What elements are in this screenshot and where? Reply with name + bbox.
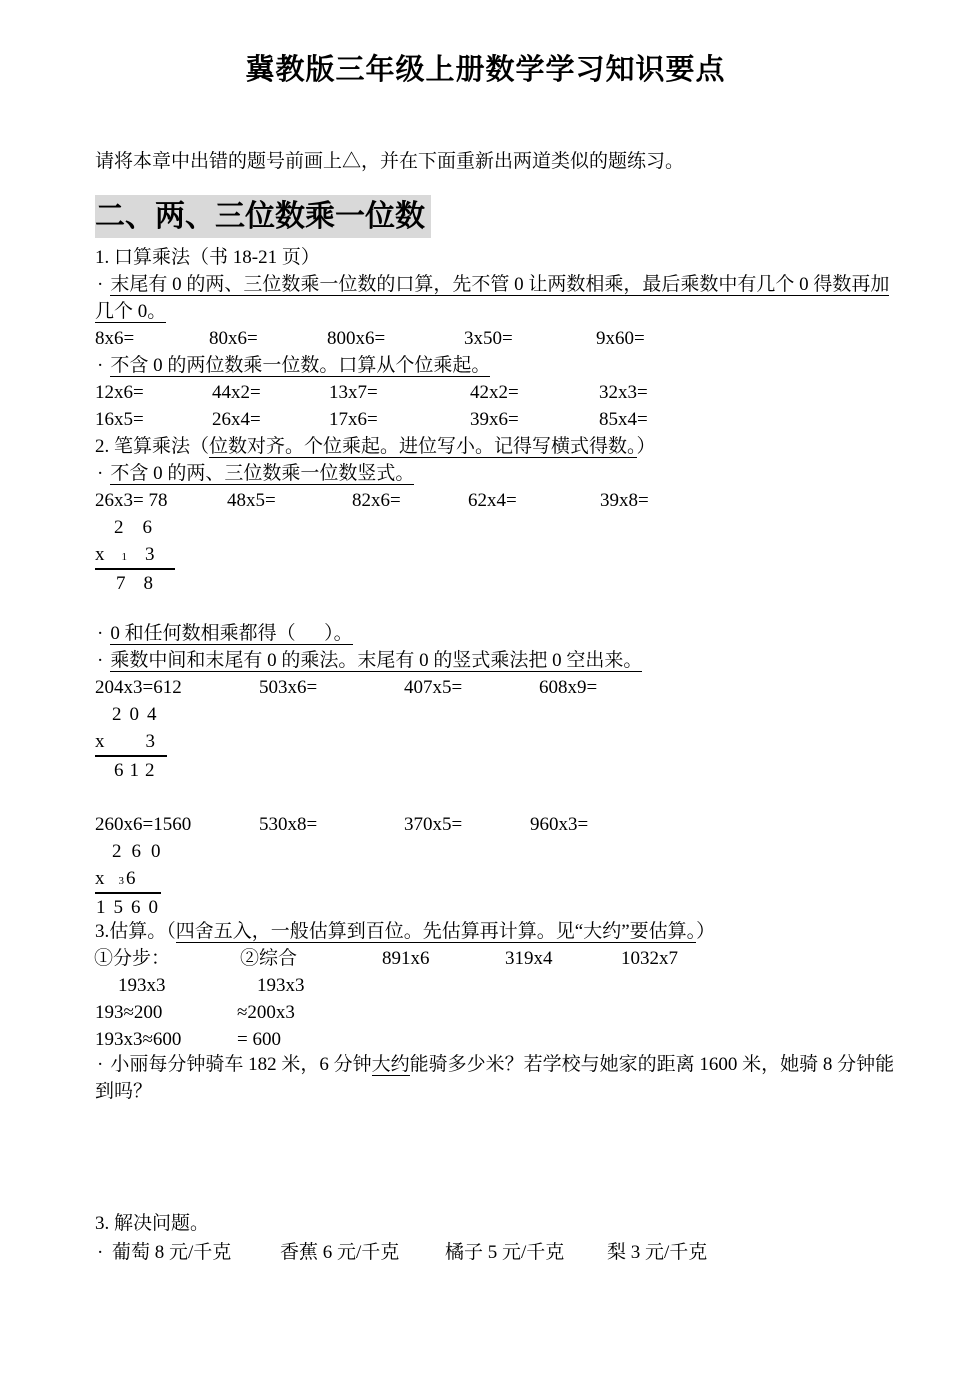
equation-cell: ②综合 bbox=[240, 948, 298, 969]
written-heading: 2. 笔算乘法（位数对齐。个位乘起。进位写小。记得写横式得数。） bbox=[95, 436, 656, 457]
equation-cell: 26x3= 78 bbox=[95, 490, 168, 511]
equation-cell: 193x3 bbox=[257, 975, 305, 996]
equation-row bbox=[0, 379, 971, 406]
equation-cell: 608x9= bbox=[539, 677, 598, 698]
intro-text: 请将本章中出错的题号前画上△，并在下面重新出两道类似的题练习。 bbox=[95, 151, 685, 172]
price-cell: 葡萄 8 元/千克 bbox=[112, 1242, 232, 1263]
bullet-icon: · bbox=[97, 355, 104, 376]
equation-cell: 193x3≈600 bbox=[95, 1029, 182, 1050]
equation-cell: 960x3= bbox=[530, 814, 589, 835]
equation-row bbox=[0, 972, 971, 999]
equation-cell: 530x8= bbox=[259, 814, 318, 835]
equation-row bbox=[0, 487, 971, 514]
equation-row bbox=[0, 674, 971, 701]
equation-row bbox=[0, 999, 971, 1026]
equation-cell: ≈200x3 bbox=[237, 1002, 295, 1023]
word-problem-line2: 到吗？ bbox=[95, 1081, 153, 1102]
equation-cell: 193≈200 bbox=[95, 1002, 163, 1023]
rule-middle-end-zero: · 乘数中间和末尾有 0 的乘法。末尾有 0 的竖式乘法把 0 空出来。 bbox=[97, 647, 642, 674]
equation-cell: 193x3 bbox=[118, 975, 166, 996]
bullet-icon: · bbox=[97, 650, 104, 671]
equation-cell: 82x6= bbox=[352, 490, 401, 511]
rule-no-zero: · 不含 0 的两位数乘一位数。口算从个位乘起。 bbox=[97, 352, 490, 379]
equation-cell: 80x6= bbox=[209, 328, 258, 349]
vertical-multiplication-26x3 bbox=[95, 514, 185, 597]
rule-vertical: · 不含 0 的两、三位数乘一位数竖式。 bbox=[97, 460, 414, 487]
price-cell: 香蕉 6 元/千克 bbox=[280, 1242, 400, 1263]
equation-cell: 62x4= bbox=[468, 490, 517, 511]
equation-cell: 3x50= bbox=[464, 328, 513, 349]
vertical-multiplication-204x3 bbox=[95, 701, 185, 784]
equation-cell: 1032x7 bbox=[621, 948, 678, 969]
solve-heading: 3. 解决问题。 bbox=[95, 1213, 210, 1234]
equation-row bbox=[0, 811, 971, 838]
equation-cell: 85x4= bbox=[599, 409, 648, 430]
bullet-icon: · bbox=[97, 463, 104, 484]
equation-row bbox=[0, 406, 971, 433]
rule-trailing-zeros-line1: · 末尾有 0 的两、三位数乘一位数的口算，先不管 0 让两数相乘，最后乘数中有几个 0 得数再加 bbox=[97, 271, 889, 298]
multiplicand-row: 26 bbox=[114, 517, 171, 538]
carry-digit: 3 bbox=[118, 875, 124, 887]
page-title: 冀教版三年级上册数学学习知识要点 bbox=[245, 54, 726, 86]
multiplier-row: x 3 6 bbox=[95, 865, 161, 894]
equation-cell: 39x8= bbox=[600, 490, 649, 511]
equation-cell: 370x5= bbox=[404, 814, 463, 835]
equation-cell: 13x7= bbox=[329, 382, 378, 403]
price-row bbox=[0, 1239, 971, 1266]
equation-cell: 42x2= bbox=[470, 382, 519, 403]
vertical-multiplication-260x6 bbox=[95, 838, 185, 921]
equation-row bbox=[0, 945, 971, 972]
product-row: 78 bbox=[116, 573, 171, 594]
equation-cell: = 600 bbox=[237, 1029, 281, 1050]
price-cell: 梨 3 元/千克 bbox=[607, 1242, 708, 1263]
equation-cell: 891x6 bbox=[382, 948, 430, 969]
chapter-heading: 二、两、三位数乘一位数 bbox=[95, 195, 431, 238]
equation-cell: 800x6= bbox=[327, 328, 386, 349]
equation-cell: 503x6= bbox=[259, 677, 318, 698]
multiplicand-row: 260 bbox=[112, 841, 171, 862]
carry-digit: 1 bbox=[121, 551, 127, 563]
multiplier-row: x 3 bbox=[95, 728, 167, 757]
equation-cell: ①分步： bbox=[94, 948, 171, 969]
bullet-icon: · bbox=[97, 623, 104, 644]
estimate-heading: 3.估算。（四舍五入，一般估算到百位。先估算再计算。见“大约”要估算。） bbox=[95, 921, 716, 942]
word-problem-line1: · 小丽每分钟骑车 182 米，6 分钟大约能骑多少米？若学校与她家的距离 1600 米，她骑 8 分钟能 bbox=[97, 1051, 894, 1078]
equation-cell: 12x6= bbox=[95, 382, 144, 403]
equation-cell: 48x5= bbox=[227, 490, 276, 511]
product-row: 612 bbox=[114, 760, 161, 781]
bullet-icon: · bbox=[97, 274, 104, 295]
multiplier-row: x 1 3 bbox=[95, 541, 175, 570]
equation-cell: 17x6= bbox=[329, 409, 378, 430]
rule-zero-product: · 0 和任何数相乘都得（ ）。 bbox=[97, 620, 353, 647]
equation-cell: 9x60= bbox=[596, 328, 645, 349]
equation-cell: 32x3= bbox=[599, 382, 648, 403]
equation-row bbox=[0, 1026, 971, 1053]
bullet-icon: · bbox=[97, 1054, 104, 1075]
rule-trailing-zeros-line2: 几个 0。 bbox=[95, 301, 167, 322]
oral-heading: 1. 口算乘法（书 18-21 页） bbox=[95, 247, 320, 268]
price-cell: 橘子 5 元/千克 bbox=[445, 1242, 565, 1263]
equation-cell: 16x5= bbox=[95, 409, 144, 430]
equation-cell: 44x2= bbox=[212, 382, 261, 403]
equation-cell: 407x5= bbox=[404, 677, 463, 698]
equation-cell: 204x3=612 bbox=[95, 677, 182, 698]
equation-row bbox=[0, 325, 971, 352]
equation-cell: 319x4 bbox=[505, 948, 553, 969]
equation-cell: 39x6= bbox=[470, 409, 519, 430]
product-row: 1560 bbox=[96, 897, 166, 918]
equation-cell: 260x6=1560 bbox=[95, 814, 192, 835]
equation-cell: 26x4= bbox=[212, 409, 261, 430]
equation-cell: 8x6= bbox=[95, 328, 135, 349]
bullet-icon: · bbox=[97, 1242, 104, 1263]
multiplicand-row: 204 bbox=[112, 704, 165, 725]
